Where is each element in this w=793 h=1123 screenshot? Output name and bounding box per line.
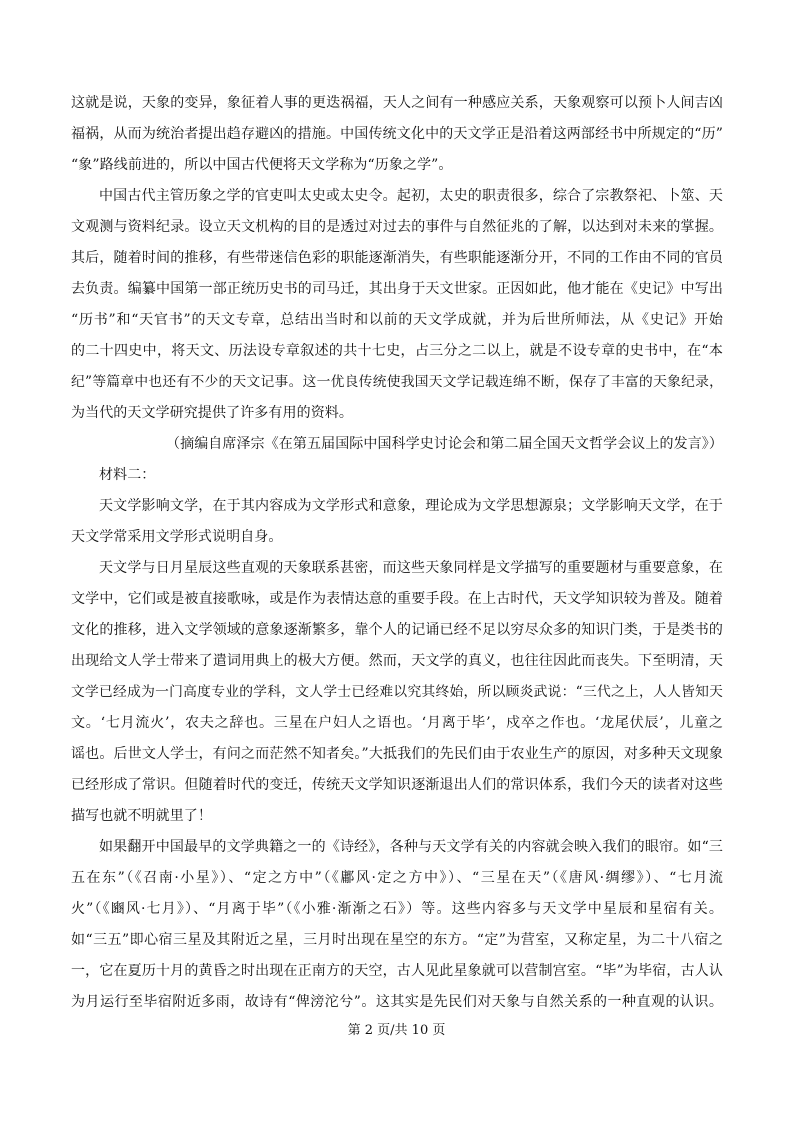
document-body	[71, 88, 723, 1018]
text-line: 天文学常采用文学形式说明自身。	[71, 529, 283, 545]
source-citation: （摘编自席泽宗《在第五届国际中国科学史讨论会和第二届全国天文哲学会议上的发言》）	[166, 436, 723, 452]
text-line: 已经形成了常识。但随着时代的变迁，传统天文学知识逐渐退出人们的常识体系，我们今天的读者对这些	[71, 777, 723, 793]
text-line: 文学中，它们或是被直接歌咏，或是作为表情达意的重要手段。在上古时代，天文学知识较为普及。随着	[71, 591, 723, 607]
text-line: 天文学影响文学，在于其内容成为文学形式和意象，理论成为文学思想源泉；文学影响天文学，在于	[99, 498, 723, 514]
text-line: “象”路线前进的，所以中国古代便将天文学称为“历象之学”。	[71, 157, 453, 173]
text-line: 火”（《豳风·七月》）、“月离于毕”（《小雅·渐渐之石》）等。这些内容多与天文学中星辰和星宿有关。	[71, 901, 723, 917]
text-line: 如果翻开中国最早的文学典籍之一的《诗经》，各种与天文学有关的内容就会映入我们的眼帘。如“三	[99, 839, 723, 855]
text-line: 去负责。编纂中国第一部正统历史书的司马迁，其出身于天文世家。正因如此，他才能在《史记》中写出	[71, 281, 723, 297]
text-line: 的二十四史中，将天文、历法设专章叙述的共十七史，占三分之二以上，就是不设专章的史书中，在“本	[71, 343, 723, 359]
section-heading: 材料二：	[99, 467, 156, 483]
text-line: 文。‘七月流火’，农夫之辞也。三星在户妇人之语也。‘月离于毕’，戍卒之作也。‘龙尾伏辰’，儿童之	[71, 715, 723, 731]
text-line: 纪”等篇章中也还有不少的天文记事。这一优良传统使我国天文学记载连绵不断，保存了丰富的天象纪录，	[71, 374, 723, 390]
text-line: 其后，随着时间的推移，有些带迷信色彩的职能逐渐消失，有些职能逐渐分开，不同的工作由不同的官员	[71, 250, 723, 266]
text-line: 五在东”（《召南·小星》）、“定之方中”（《鄘风·定之方中》）、“三星在天”（《唐风·绸缪》）、“七月流	[71, 870, 723, 886]
text-line: 天文学与日月星辰这些直观的天象联系甚密，而这些天象同样是文学描写的重要题材与重要意象，在	[99, 560, 723, 576]
text-line: 文化的推移，进入文学领域的意象逐渐繁多，靠个人的记诵已经不足以穷尽众多的知识门类，于是类书的	[71, 622, 723, 638]
text-line: 文学已经成为一门高度专业的学科，文人学士已经难以究其终始，所以顾炎武说：“三代之上，人人皆知天	[71, 684, 723, 700]
text-line: 描写也就不明就里了！	[71, 808, 212, 824]
text-line: 为月运行至毕宿附近多雨，故诗有“俾滂沱兮”。这其实是先民们对天象与自然关系的一种直观的认识。	[71, 994, 723, 1010]
text-line: 中国古代主管历象之学的官吏叫太史或太史令。起初，太史的职责很多，综合了宗教祭祀、卜筮、天	[99, 188, 723, 204]
text-line: 出现给文人学士带来了遣词用典上的极大方便。然而，天文学的真义，也往往因此而丧失。下至明清，天	[71, 653, 723, 669]
page-number: 第 2 页/共 10 页	[347, 1023, 446, 1038]
text-line: 如“三五”即心宿三星及其附近之星，三月时出现在星空的东方。“定”为营室，又称定星，为二十八宿之	[71, 932, 723, 948]
text-line: 这就是说，天象的变异，象征着人事的更迭祸福，天人之间有一种感应关系，天象观察可以预卜人间吉凶	[71, 95, 723, 111]
text-line: 谣也。后世文人学士，有问之而茫然不知者矣。”大抵我们的先民们由于农业生产的原因，对多种天文现象	[71, 746, 723, 762]
text-line: “历书”和“天官书”的天文专章，总结出当时和以前的天文学成就，并为后世所师法，从《史记》开始	[71, 312, 723, 328]
text-line: 为当代的天文学研究提供了许多有用的资料。	[71, 405, 353, 421]
text-line: 福祸，从而为统治者提出趋存避凶的措施。中国传统文化中的天文学正是沿着这两部经书中所规定的“历”	[71, 126, 723, 142]
text-line: 一，它在夏历十月的黄昏之时出现在正南方的天空，古人见此星象就可以营制宫室。“毕”为毕宿，古人认	[71, 963, 723, 979]
text-line: 文观测与资料纪录。设立天文机构的目的是透过对过去的事件与自然征兆的了解，以达到对未来的掌握。	[71, 219, 723, 235]
